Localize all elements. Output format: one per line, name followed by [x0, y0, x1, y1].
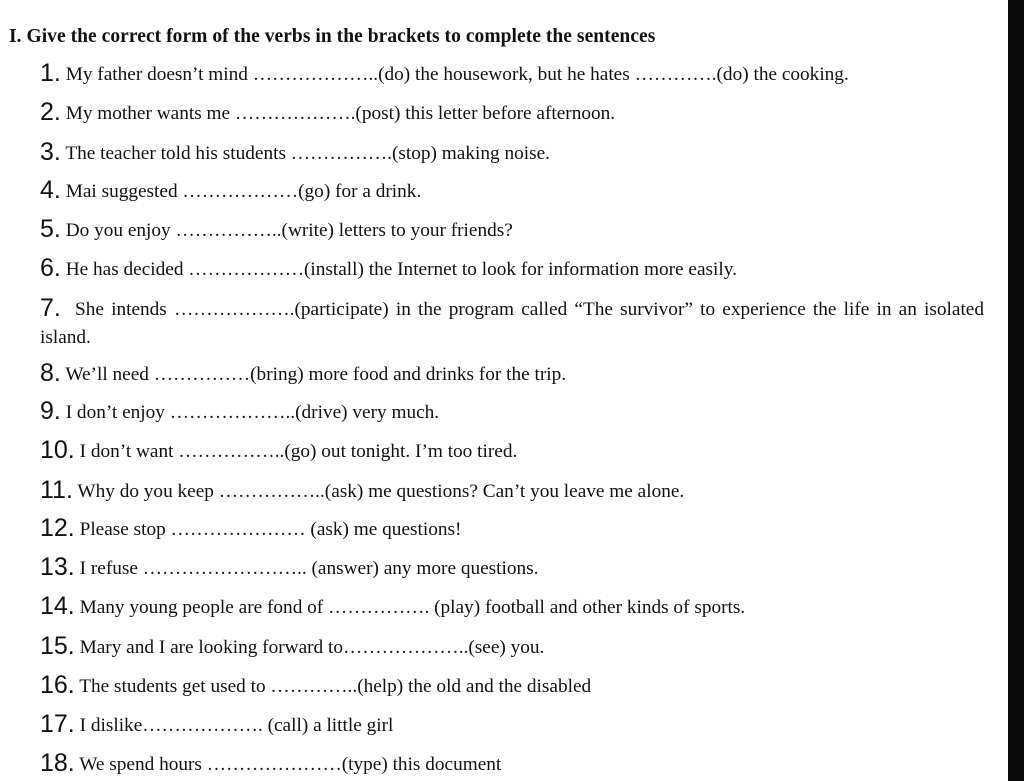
question-13: [40, 553, 984, 583]
question-number: 1.: [40, 59, 61, 87]
exercise-heading: I. Give the correct form of the verbs in the brackets to complete the sentences: [9, 26, 656, 47]
question-14: [40, 592, 984, 622]
question-number: 9.: [40, 397, 61, 425]
question-12: [40, 514, 984, 544]
question-6: [40, 254, 984, 284]
question-text: The teacher told his students …………….(stop) making noise.: [65, 143, 550, 164]
question-number: 18.: [40, 749, 75, 777]
question-number: 17.: [40, 710, 75, 738]
question-number: 14.: [40, 592, 75, 620]
question-number: 3.: [40, 138, 61, 166]
question-number: 4.: [40, 176, 61, 204]
question-text: We spend hours …………………(type) this document: [79, 754, 502, 775]
question-text: We’ll need ……………(bring) more food and drinks for the trip.: [65, 364, 567, 385]
question-text: Why do you keep ……………..(ask) me questions? Can’t you leave me alone.: [77, 481, 685, 502]
question-text: Many young people are fond of ……………. (play) football and other kinds of sports.: [79, 597, 746, 618]
question-number: 6.: [40, 254, 61, 282]
question-4: [40, 176, 984, 206]
question-number: 5.: [40, 215, 61, 243]
question-number: 8.: [40, 359, 61, 387]
question-9: [40, 397, 984, 427]
question-number: 7.: [40, 294, 61, 322]
question-number: 2.: [40, 98, 61, 126]
question-text: I refuse …………………….. (answer) any more questions.: [79, 558, 539, 579]
question-number: 16.: [40, 671, 75, 699]
question-17: [40, 710, 984, 740]
question-text: I dislike………………. (call) a little girl: [79, 715, 394, 736]
question-number: 15.: [40, 632, 75, 660]
question-text: The students get used to …………..(help) the old and the disabled: [79, 676, 592, 697]
question-number: 13.: [40, 553, 75, 581]
question-5: [40, 215, 984, 245]
question-2: [40, 98, 984, 128]
question-text: I don’t want ……………..(go) out tonight. I’m too tired.: [79, 441, 518, 462]
question-text: My father doesn’t mind ………………..(do) the housework, but he hates ………….(do) the cooking.: [65, 64, 849, 85]
question-number: 11.: [40, 476, 73, 504]
question-16: [40, 671, 984, 701]
question-text: My mother wants me ……………….(post) this letter before afternoon.: [65, 103, 616, 124]
question-1: [40, 59, 984, 89]
question-number: 10.: [40, 436, 75, 464]
question-18: [40, 749, 984, 779]
question-text: She intends ……………….(participate) in the program called “The survivor” to experience the life in an isolated island.: [40, 299, 984, 348]
question-text: Mai suggested ………………(go) for a drink.: [65, 181, 422, 202]
dark-edge-border: [1008, 0, 1024, 781]
question-8: [40, 359, 984, 389]
question-10: [40, 436, 984, 466]
question-3: [40, 138, 984, 168]
question-text: Do you enjoy ……………..(write) letters to your friends?: [65, 220, 513, 241]
question-11: [40, 476, 984, 506]
question-text: I don’t enjoy ………………..(drive) very much.: [65, 402, 440, 423]
question-text: Please stop ………………… (ask) me questions!: [79, 519, 462, 540]
question-7: [40, 294, 984, 352]
question-15: [40, 632, 984, 662]
question-text: Mary and I are looking forward to………………..(see) you.: [79, 637, 545, 658]
question-number: 12.: [40, 514, 75, 542]
question-text: He has decided ………………(install) the Internet to look for information more easily.: [65, 259, 737, 280]
